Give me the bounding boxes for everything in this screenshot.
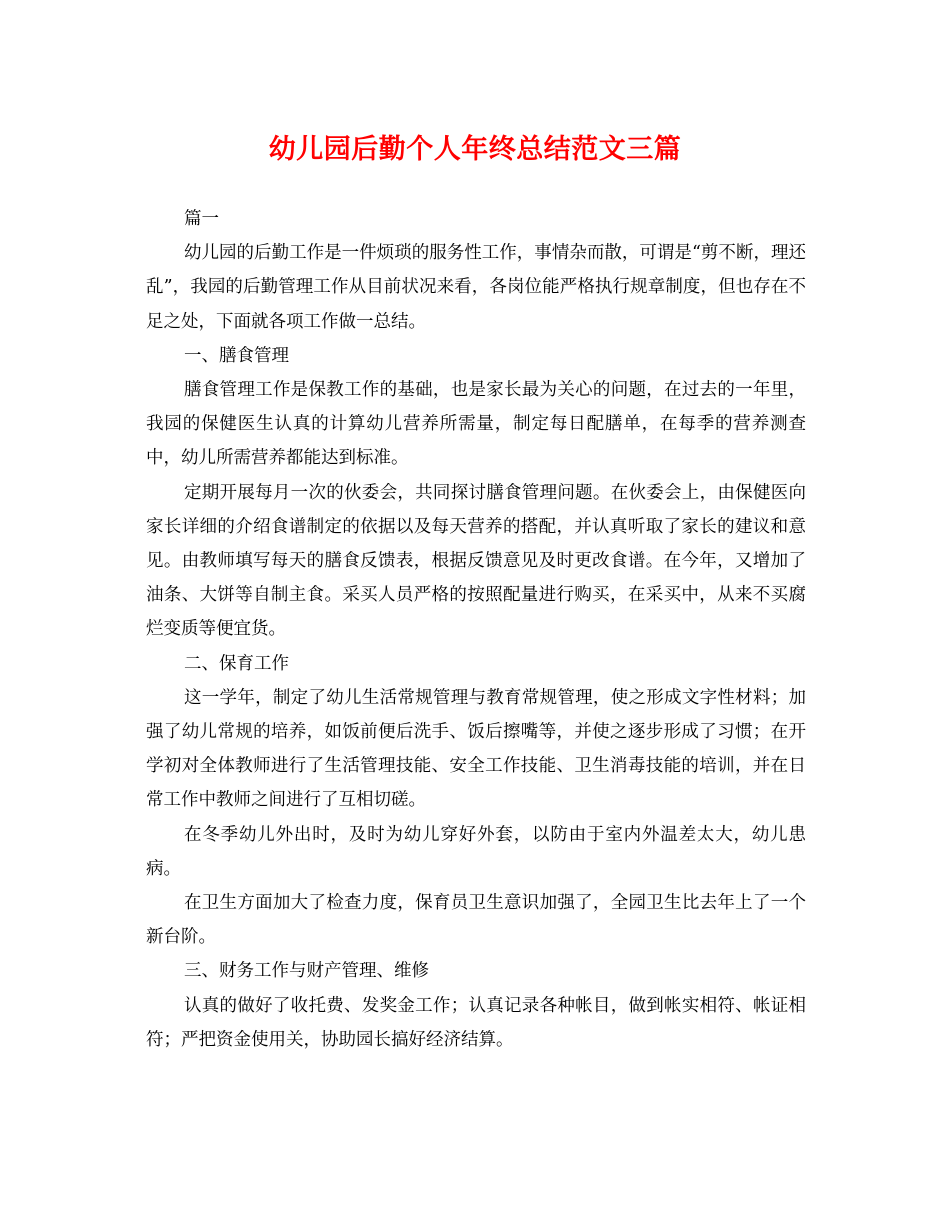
paragraph-meal-1: 膳食管理工作是保教工作的基础，也是家长最为关心的问题，在过去的一年里，我园的保健医生认真的计算幼儿营养所需量，制定每日配膳单，在每季的营养测查中，幼儿所需营养都能达到标准。: [146, 380, 806, 469]
document-title: 幼儿园后勤个人年终总结范文三篇: [268, 134, 682, 165]
paragraph-childcare-3: 在卫生方面加大了检查力度，保育员卫生意识加强了，全园卫生比去年上了一个新台阶。: [146, 893, 806, 948]
document-body: [146, 202, 806, 1057]
heading-childcare: 二、保育工作: [184, 653, 289, 674]
heading-finance: 三、财务工作与财产管理、维修: [184, 961, 429, 982]
heading-meal-management: 一、膳食管理: [184, 345, 289, 366]
paragraph-meal-2: 定期开展每月一次的伙委会，共同探讨膳食管理问题。在伙委会上，由保健医向家长详细的介绍食谱制定的依据以及每天营养的搭配，并认真听取了家长的建议和意见。由教师填写每天的膳食反馈表，根据反馈意见及时更改食谱。在今年，又增加了油条、大饼等自制主食。采买人员严格的按照配量进行购买，在采买中，从来不买腐烂变质等便宜货。: [146, 482, 806, 640]
section-label: 篇一: [184, 209, 219, 229]
paragraph-childcare-1: 这一学年，制定了幼儿生活常规管理与教育常规管理，使之形成文字性材料；加强了幼儿常规的培养，如饭前便后洗手、饭后擦嘴等，并使之逐步形成了习惯；在开学初对全体教师进行了生活管理技能、安全工作技能、卫生消毒技能的培训，并在日常工作中教师之间进行了互相切磋。: [146, 687, 806, 811]
paragraph-intro: 幼儿园的后勤工作是一件烦琐的服务性工作，事情杂而散，可谓是“剪不断，理还乱”，我园的后勤管理工作从目前状况来看，各岗位能严格执行规章制度，但也存在不足之处，下面就各项工作做一总结。: [146, 243, 806, 332]
paragraph-childcare-2: 在冬季幼儿外出时，及时为幼儿穿好外套，以防由于室内外温差太大，幼儿患病。: [146, 824, 806, 879]
paragraph-finance-1: 认真的做好了收托费、发奖金工作；认真记录各种帐目，做到帐实相符、帐证相符；严把资金使用关，协助园长搞好经济结算。: [146, 995, 806, 1050]
